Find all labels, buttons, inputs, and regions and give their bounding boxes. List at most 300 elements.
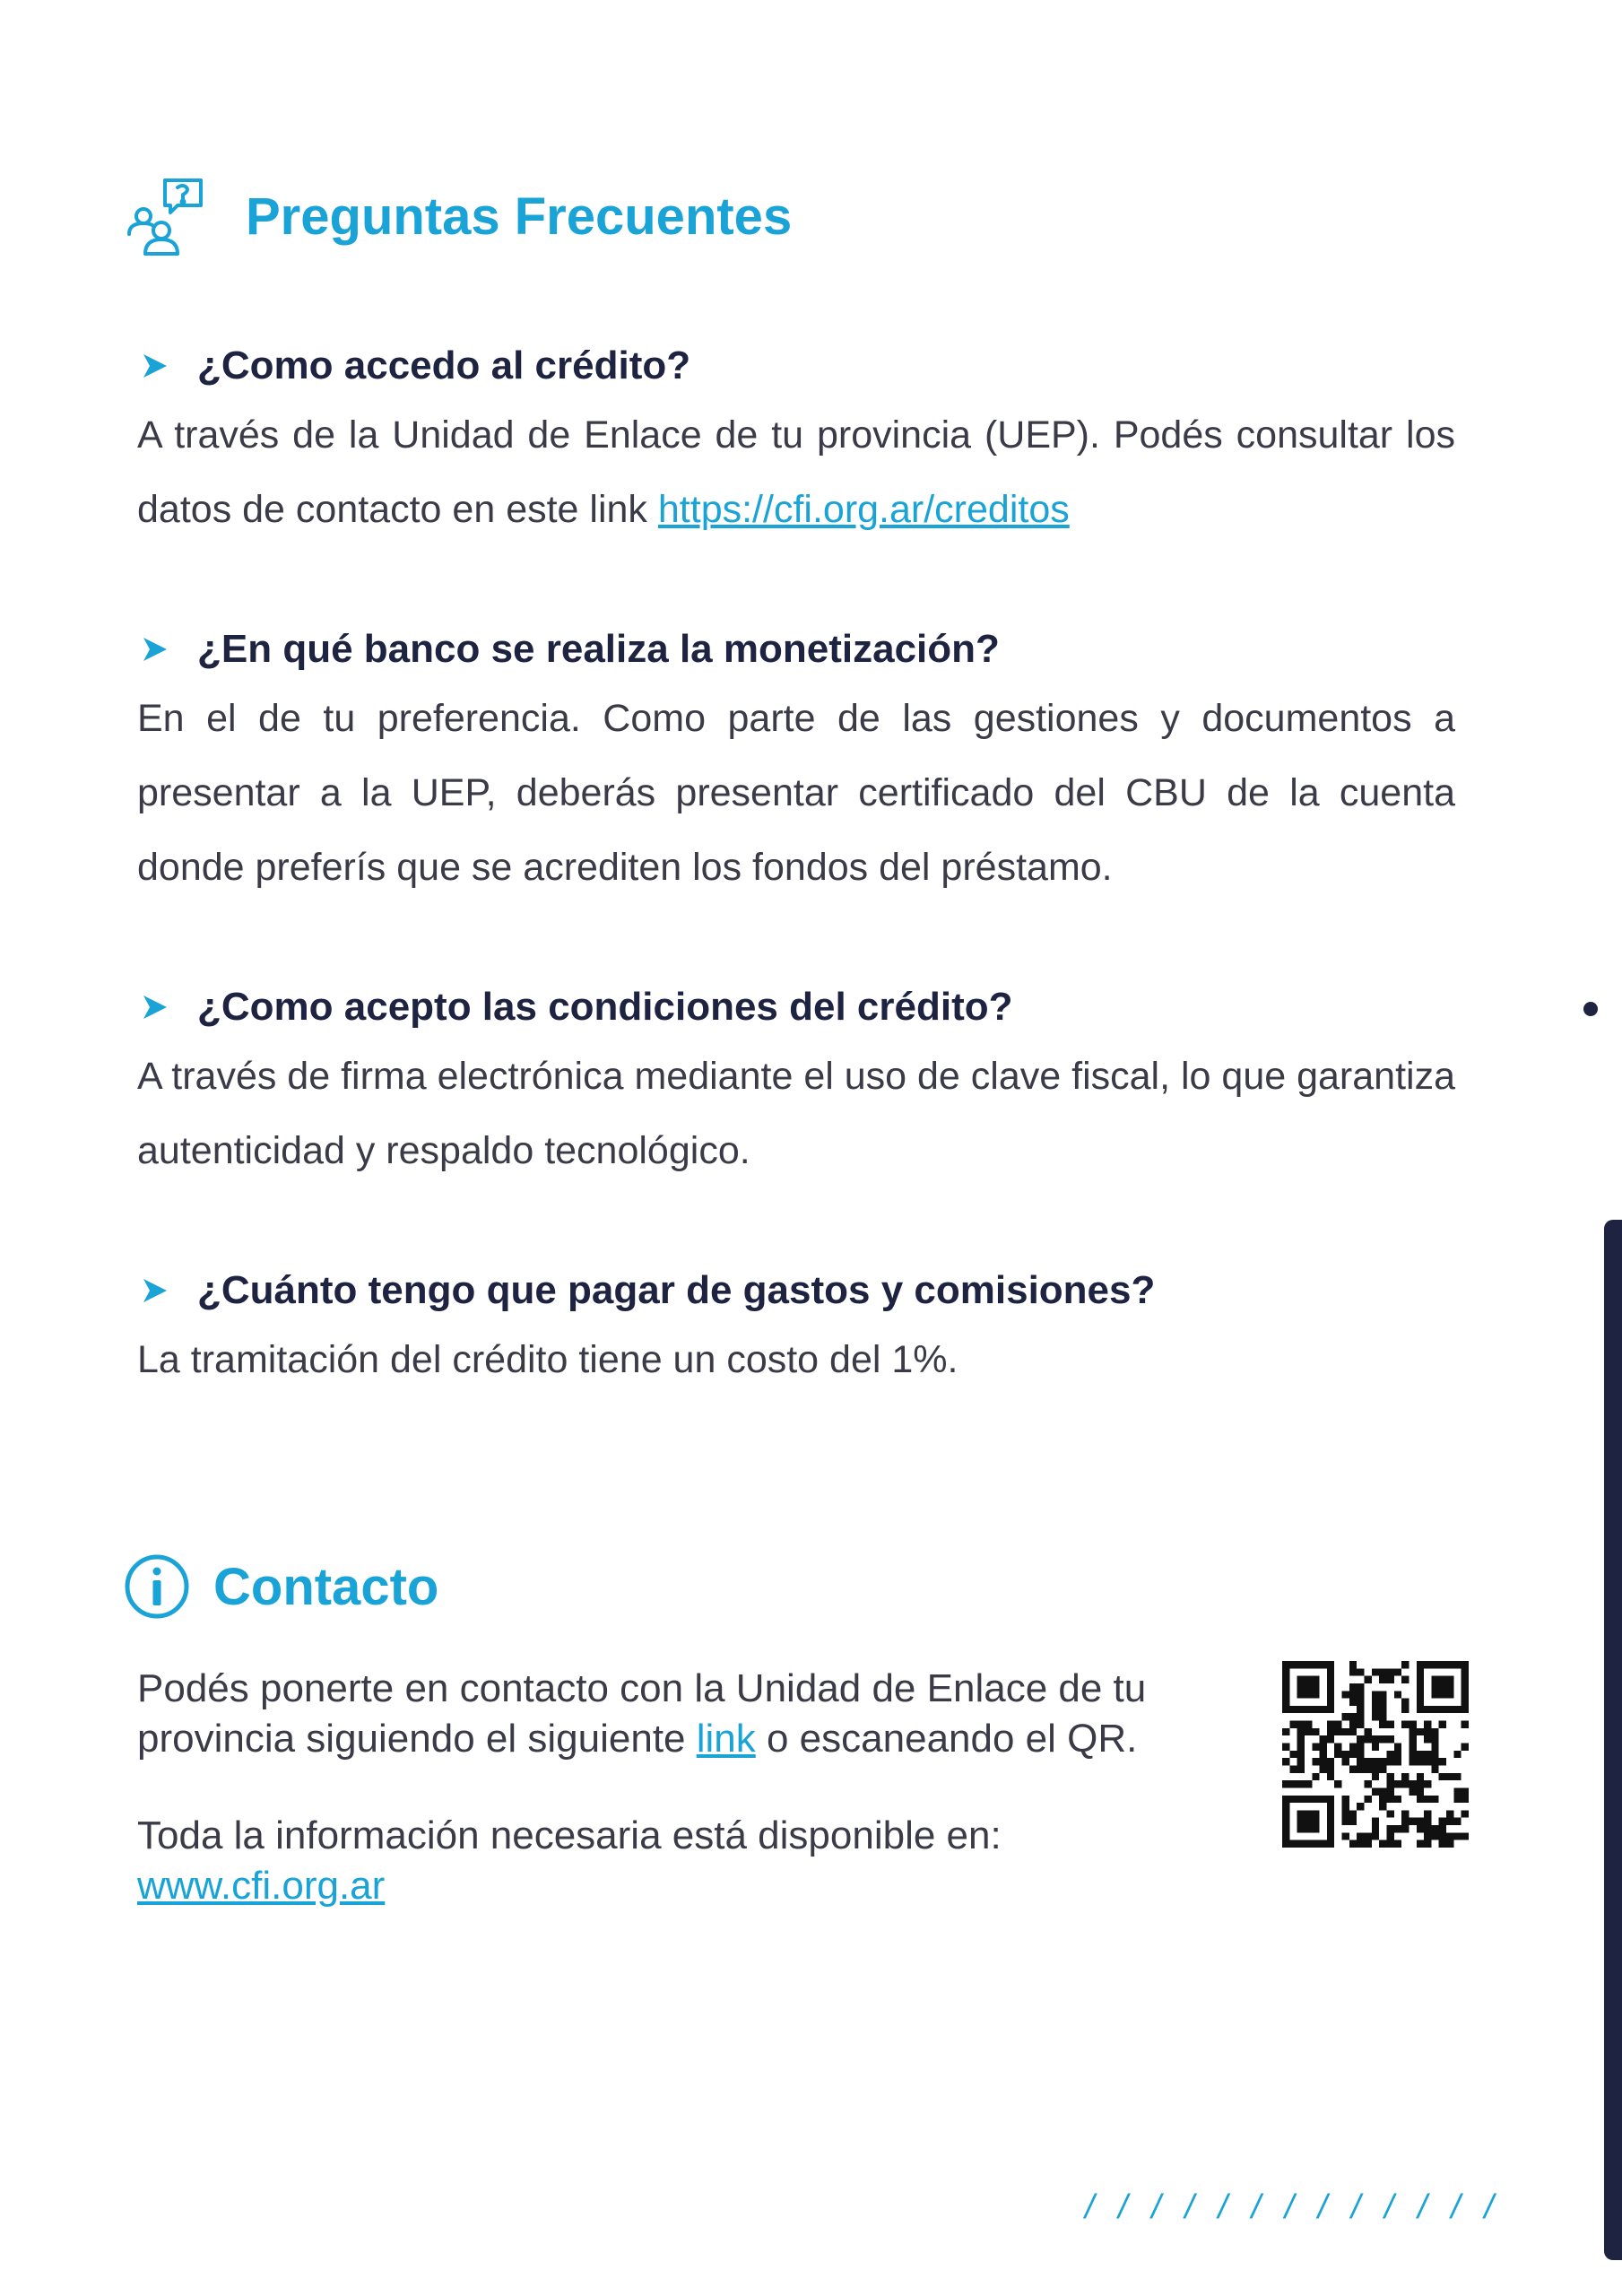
qr-module [1372,1668,1379,1675]
qr-module [1453,1787,1461,1795]
qr-module [1431,1758,1438,1765]
qr-module [1320,1765,1327,1772]
qr-module [1386,1810,1393,1817]
qr-module [1462,1668,1469,1675]
qr-module [1282,1706,1289,1713]
qr-module [1417,1780,1424,1787]
qr-module [1462,1810,1469,1817]
qr-module [1349,1810,1357,1817]
qr-module [1357,1751,1364,1758]
qr-module [1386,1773,1393,1780]
qr-module [1342,1810,1349,1817]
qr-module [1282,1661,1289,1668]
arrow-bullet-icon [142,1277,169,1304]
qr-module [1289,1721,1297,1728]
qr-module [1282,1728,1289,1735]
qr-module [1357,1699,1364,1706]
qr-module [1297,1810,1305,1817]
qr-module [1401,1699,1409,1706]
qr-module [1439,1773,1446,1780]
qr-module [1386,1796,1393,1803]
qr-module [1327,1758,1334,1765]
qr-module [1320,1751,1327,1758]
creditos-link[interactable]: https://cfi.org.ar/creditos [657,488,1070,531]
qr-module [1357,1758,1364,1765]
qr-module [1297,1744,1305,1751]
qr-module [1424,1840,1431,1848]
qr-module [1424,1706,1431,1713]
faq-item [137,975,1455,1188]
faq-question-text: ¿En qué banco se realiza la monetización? [197,627,1000,671]
decorative-slashes: / / / / / / / / / / / / / [1085,2188,1501,2226]
qr-module [1394,1825,1401,1832]
qr-module [1409,1758,1416,1765]
qr-module [1365,1796,1372,1803]
qr-module [1297,1728,1305,1735]
qr-module [1312,1683,1319,1691]
qr-module [1297,1721,1305,1728]
qr-module [1417,1773,1424,1780]
qr-module [1334,1744,1341,1751]
qr-module [1394,1751,1401,1758]
qr-module [1386,1758,1393,1765]
qr-module [1349,1818,1357,1825]
qr-module [1349,1751,1357,1758]
qr-module [1379,1840,1386,1848]
qr-module [1446,1661,1453,1668]
qr-module [1334,1780,1341,1787]
qr-module [1327,1832,1334,1839]
qr-module [1417,1691,1424,1698]
qr-module [1424,1661,1431,1668]
qr-module [1446,1810,1453,1817]
qr-module [1417,1728,1424,1735]
qr-module [1327,1818,1334,1825]
qr-module [1305,1661,1312,1668]
faq-question [137,1258,1455,1323]
qr-module [1372,1758,1379,1765]
qr-module [1312,1744,1319,1751]
qr-module [1431,1832,1438,1839]
qr-module [1349,1744,1357,1751]
qr-module [1394,1840,1401,1848]
info-paragraph: Toda la información necesaria está disponible en: [137,1813,1002,1857]
qr-module [1372,1744,1379,1751]
arrow-bullet-icon [142,636,169,663]
qr-module [1297,1706,1305,1713]
qr-module [1417,1796,1424,1803]
qr-module [1372,1787,1379,1795]
qr-module [1357,1744,1364,1751]
qr-module [1327,1825,1334,1832]
qr-module [1386,1751,1393,1758]
qr-module [1462,1683,1469,1691]
qr-module [1357,1668,1364,1675]
qr-module [1334,1721,1341,1728]
qr-module [1431,1706,1438,1713]
qr-module [1297,1780,1305,1787]
qr-module [1357,1713,1364,1720]
qr-module [1439,1683,1446,1691]
website-link[interactable]: www.cfi.org.ar [137,1864,386,1908]
qr-module [1297,1840,1305,1848]
qr-module [1462,1787,1469,1795]
qr-module [1289,1751,1297,1758]
faq-answer: A través de firma electrónica mediante el uso de clave fiscal, lo que garantiza autenticidad y respaldo tecnológico. [137,1055,1455,1172]
qr-module [1297,1735,1305,1743]
faq-question [137,334,1455,398]
qr-module [1379,1699,1386,1706]
qr-module [1327,1728,1334,1735]
qr-module [1386,1721,1393,1728]
qr-module [1439,1825,1446,1832]
qr-module [1312,1676,1319,1683]
qr-module [1424,1758,1431,1765]
qr-module [1349,1699,1357,1706]
faq-question-text: ¿Cuánto tengo que pagar de gastos y comisiones? [197,1268,1156,1312]
qr-module [1379,1735,1386,1743]
qr-module [1431,1691,1438,1698]
qr-module [1401,1773,1409,1780]
qr-module [1282,1796,1289,1803]
qr-module [1439,1840,1446,1848]
decorative-dot [1583,1002,1598,1016]
qr-module [1365,1780,1372,1787]
qr-module [1327,1683,1334,1691]
qr-module [1365,1758,1372,1765]
qr-module [1349,1721,1357,1728]
qr-module [1357,1683,1364,1691]
qr-module [1312,1818,1319,1825]
qr-module [1327,1668,1334,1675]
qr-module [1349,1765,1357,1772]
qr-module [1446,1832,1453,1839]
faq-answer: La tramitación del crédito tiene un costo del 1%. [137,1338,958,1381]
qr-module [1327,1691,1334,1698]
qr-module [1282,1758,1289,1765]
faq-people-question-icon [126,175,208,257]
qr-module [1282,1840,1289,1848]
qr-module [1431,1825,1438,1832]
qr-module [1417,1706,1424,1713]
qr-module [1462,1699,1469,1706]
qr-module [1386,1787,1393,1795]
qr-module [1431,1796,1438,1803]
qr-module [1327,1803,1334,1810]
qr-module [1439,1676,1446,1683]
qr-module [1297,1676,1305,1683]
qr-module [1334,1751,1341,1758]
paragraph-gap [137,1764,1213,1811]
qr-module [1424,1832,1431,1839]
qr-module [1379,1721,1386,1728]
qr-module [1342,1691,1349,1698]
qr-module [1394,1796,1401,1803]
qr-module [1401,1661,1409,1668]
qr-module [1365,1735,1372,1743]
qr-module [1446,1818,1453,1825]
qr-module [1417,1840,1424,1848]
qr-module [1289,1706,1297,1713]
qr-module [1297,1825,1305,1832]
qr-module [1297,1818,1305,1825]
qr-module [1312,1773,1319,1780]
qr-module [1372,1735,1379,1743]
qr-module [1439,1818,1446,1825]
faq-answer: En el de tu preferencia. Como parte de las gestiones y documentos a presentar a la UEP, deberás presentar certificado del CBU de la cuenta donde preferís que se acrediten los fondos del préstamo. [137,697,1455,889]
qr-module [1446,1676,1453,1683]
decorative-side-bar [1604,1220,1622,2260]
qr-module [1327,1840,1334,1848]
qr-code[interactable] [1282,1661,1469,1848]
qr-module [1462,1676,1469,1683]
qr-module [1357,1840,1364,1848]
qr-module [1297,1691,1305,1698]
qr-module [1349,1840,1357,1848]
qr-module [1305,1676,1312,1683]
qr-module [1453,1751,1461,1758]
qr-module [1327,1773,1334,1780]
qr-module [1297,1765,1305,1772]
qr-module [1409,1818,1416,1825]
qr-module [1282,1832,1289,1839]
qr-module [1379,1668,1386,1675]
qr-module [1379,1676,1386,1683]
qr-module [1386,1832,1393,1839]
qr-module [1453,1773,1461,1780]
qr-module [1417,1825,1424,1832]
qr-module [1417,1787,1424,1795]
qr-module [1409,1744,1416,1751]
qr-module [1282,1691,1289,1698]
qr-module [1372,1713,1379,1720]
qr-module [1386,1780,1393,1787]
qr-module [1386,1676,1393,1683]
qr-module [1409,1735,1416,1743]
qr-module [1305,1721,1312,1728]
qr-module [1349,1691,1357,1698]
qr-module [1424,1810,1431,1817]
qr-module [1394,1691,1401,1698]
qr-module [1349,1713,1357,1720]
qr-module [1297,1661,1305,1668]
qr-module [1297,1751,1305,1758]
qr-module [1349,1683,1357,1691]
qr-module [1379,1796,1386,1803]
qr-module [1446,1691,1453,1698]
qr-module [1320,1661,1327,1668]
qr-module [1417,1699,1424,1706]
qr-module [1446,1773,1453,1780]
faq-header [126,175,792,257]
qr-module [1394,1758,1401,1765]
qr-module [1357,1691,1364,1698]
qr-module [1453,1661,1461,1668]
qr-module [1357,1765,1364,1772]
faq-answer [137,398,1455,547]
qr-module [1297,1796,1305,1803]
qr-module [1401,1825,1409,1832]
qr-module [1372,1706,1379,1713]
qr-module [1439,1758,1446,1765]
qr-module [1342,1832,1349,1839]
qr-module [1462,1832,1469,1839]
qr-module [1342,1751,1349,1758]
qr-module [1372,1765,1379,1772]
qr-module [1357,1706,1364,1713]
qr-module [1379,1691,1386,1698]
faq-item [137,334,1455,547]
qr-module [1312,1825,1319,1832]
qr-module [1372,1699,1379,1706]
qr-module [1453,1832,1461,1839]
qr-module [1289,1780,1297,1787]
qr-module [1320,1735,1327,1743]
contact-body [137,1664,1213,1911]
qr-module [1462,1744,1469,1751]
contact-text-before: Podés ponerte en contacto con la Unidad de Enlace de tu provincia siguiendo el siguiente [137,1666,1147,1761]
qr-module [1379,1803,1386,1810]
qr-module [1431,1676,1438,1683]
qr-module [1327,1706,1334,1713]
qr-module [1327,1661,1334,1668]
qr-module [1365,1840,1372,1848]
qr-module [1320,1840,1327,1848]
qr-module [1424,1728,1431,1735]
qr-module [1409,1751,1416,1758]
qr-module [1409,1780,1416,1787]
qr-module [1439,1721,1446,1728]
qr-module [1372,1773,1379,1780]
qr-module [1417,1668,1424,1675]
qr-module [1462,1721,1469,1728]
qr-module [1386,1825,1393,1832]
qr-module [1327,1796,1334,1803]
qr-module [1357,1803,1364,1810]
qr-module [1342,1818,1349,1825]
qr-module [1289,1840,1297,1848]
qr-module [1379,1787,1386,1795]
qr-module [1282,1803,1289,1810]
qr-module [1431,1728,1438,1735]
qr-module [1417,1661,1424,1668]
qr-module [1439,1691,1446,1698]
qr-module [1305,1810,1312,1817]
qr-module [1394,1744,1401,1751]
qr-module [1401,1810,1409,1817]
qr-module [1365,1728,1372,1735]
qr-module [1372,1691,1379,1698]
qr-module [1409,1728,1416,1735]
faq-answer-text: A través de la Unidad de Enlace de tu provincia (UEP). Podés consultar los datos de contacto en este link [137,413,1455,531]
qr-module [1417,1818,1424,1825]
qr-module [1379,1765,1386,1772]
qr-module [1305,1796,1312,1803]
qr-module [1282,1825,1289,1832]
qr-module [1282,1810,1289,1817]
qr-module [1462,1691,1469,1698]
qr-module [1297,1683,1305,1691]
qr-module [1282,1668,1289,1675]
qr-module [1417,1676,1424,1683]
qr-module [1431,1765,1438,1772]
qr-module [1394,1668,1401,1675]
qr-module [1320,1744,1327,1751]
faq-question-text: ¿Como acepto las condiciones del crédito? [197,985,1013,1029]
qr-module [1424,1780,1431,1787]
qr-module [1305,1840,1312,1848]
qr-module [1431,1661,1438,1668]
qr-module [1342,1728,1349,1735]
qr-module [1424,1818,1431,1825]
qr-module [1401,1676,1409,1683]
qr-module [1401,1780,1409,1787]
qr-module [1289,1765,1297,1772]
qr-module [1462,1706,1469,1713]
qr-module [1342,1758,1349,1765]
qr-module [1349,1668,1357,1675]
qr-module [1424,1796,1431,1803]
qr-module [1327,1765,1334,1772]
qr-module [1357,1721,1364,1728]
qr-module [1365,1676,1372,1683]
qr-module [1282,1818,1289,1825]
qr-module [1431,1744,1438,1751]
faq-question [137,617,1455,682]
qr-module [1409,1787,1416,1795]
faq-question [137,975,1455,1039]
qr-module [1446,1706,1453,1713]
faq-question-text: ¿Como accedo al crédito? [197,344,691,387]
qr-module [1312,1706,1319,1713]
qr-module [1312,1728,1319,1735]
qr-module [1312,1661,1319,1668]
qr-module [1453,1796,1461,1803]
qr-module [1401,1818,1409,1825]
qr-module [1305,1780,1312,1787]
contact-text-after: o escaneando el QR. [755,1717,1138,1761]
qr-module [1424,1825,1431,1832]
qr-module [1305,1683,1312,1691]
qr-module [1379,1713,1386,1720]
qr-module [1417,1751,1424,1758]
contact-header [124,1553,438,1620]
qr-module [1320,1758,1327,1765]
qr-module [1305,1818,1312,1825]
qr-module [1379,1706,1386,1713]
qr-module [1379,1758,1386,1765]
qr-module [1446,1683,1453,1691]
qr-module [1417,1683,1424,1691]
qr-module [1394,1780,1401,1787]
qr-module [1462,1796,1469,1803]
qr-module [1349,1728,1357,1735]
qr-module [1409,1721,1416,1728]
qr-module [1312,1758,1319,1765]
qr-module [1372,1818,1379,1825]
qr-module [1424,1721,1431,1728]
qr-module [1327,1721,1334,1728]
website-paragraph [137,1861,1213,1911]
qr-module [1312,1840,1319,1848]
qr-module [1417,1758,1424,1765]
contact-link[interactable]: link [696,1717,756,1761]
qr-module [1289,1796,1297,1803]
qr-module [1453,1706,1461,1713]
qr-module [1312,1796,1319,1803]
qr-module [1282,1676,1289,1683]
faq-list [137,334,1455,1467]
